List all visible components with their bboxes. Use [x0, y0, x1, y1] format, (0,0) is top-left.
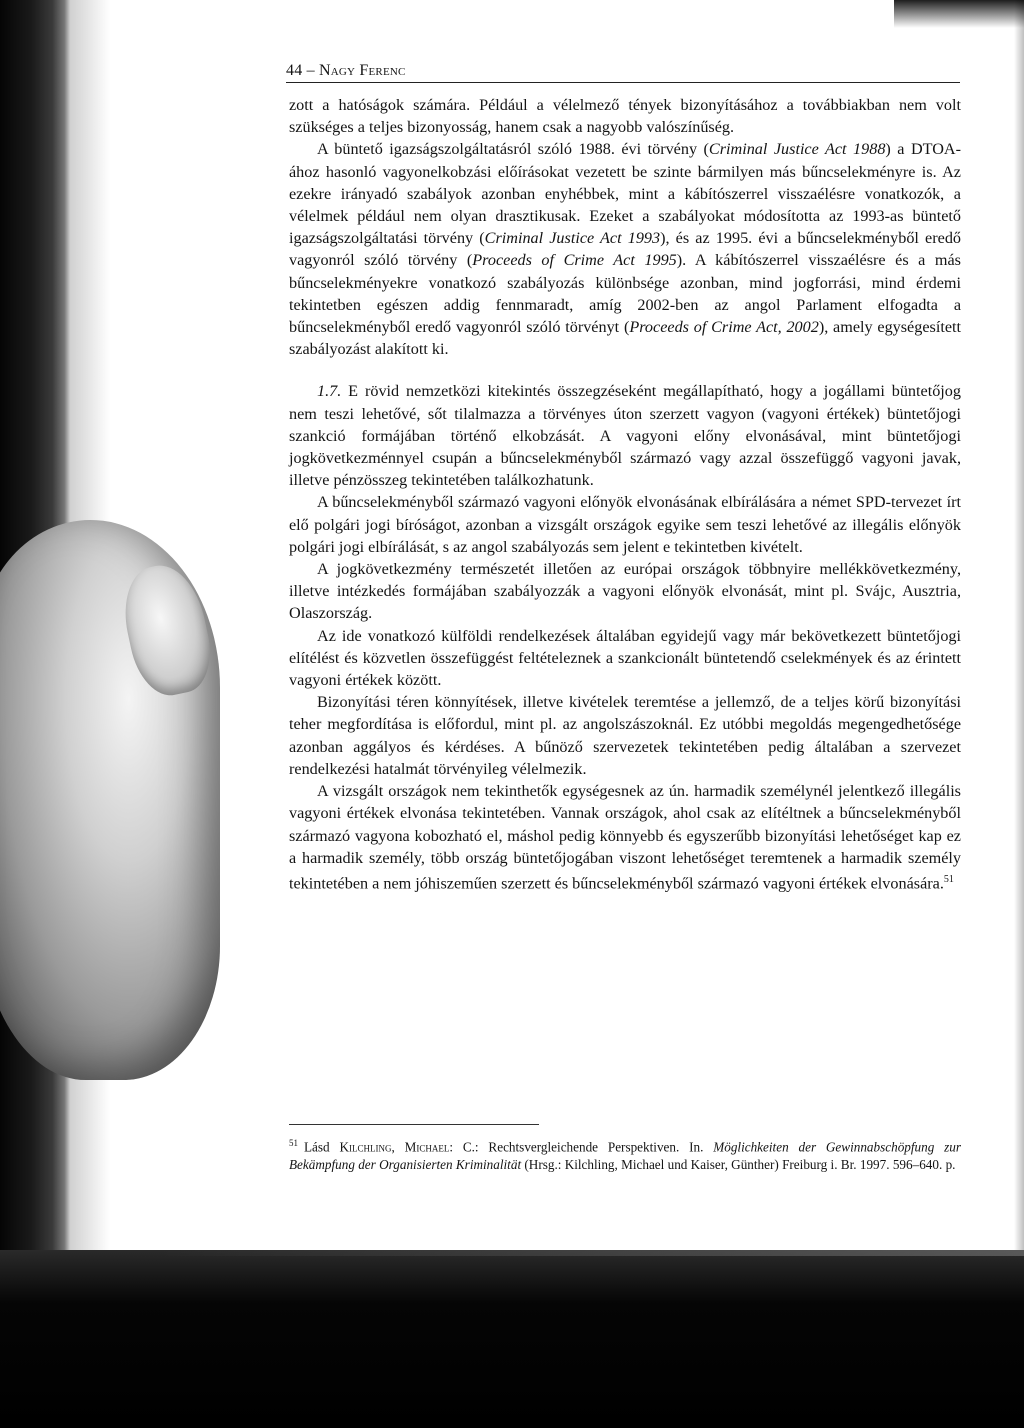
text-run: A büntető igazságszolgáltatásról szóló 1988. évi törvény (: [317, 140, 709, 159]
footnote-number: 51: [289, 1138, 298, 1148]
text-run: E rövid nemzetközi kitekintés összegzéseként megállapítható, hogy a jogállami büntetőjog nem teszi lehetővé, sőt tilalmazza a törvényes úton szerzett vagyon (vagyoni értékek) büntetőjogi szankció formájában történő elkobzását. A vagyoni előny elvonásával, mint büntetőjogi jogkövetkezménnyel csupán a bűncselekményből származó vagy azzal összefüggő vagyoni javak, illetve pénzösszeg tekintetében találkozhatunk.: [289, 382, 961, 490]
scan-top-shadow: [894, 0, 1024, 28]
text-run: zott a hatóságok számára. Például a vélelmező tények bizonyításához a továbbiakban nem volt szükséges a teljes bizonyosság, hanem csak a nagyobb valószínűség.: [289, 96, 961, 137]
italic-text: Criminal Justice Act 1988: [708, 140, 886, 159]
italic-text: Criminal Justice Act 1993: [484, 229, 661, 248]
text-run: ) a DTOA-ához hasonló vagyonelkobzási előírásokat vezetett be szinte bármilyen más bűncselekményre is. Az ezekre irányadó szabályok azonban enyhébbek, mint a kábítószerrel visszaélésre vonatkozók, a vélelmek például nem olyan drasztikusak. Ezeket a szabályokat módosította az 1993-as büntető igazságszolgáltatási törvény (: [289, 140, 962, 248]
text-run: A jogkövetkezmény természetét illetően az európai országok többnyire mellékkövetkezmény, illetve intézkedés formájában szabályozzák a vagyoni előnyök elvonását, mint pl. Svájc, Ausztria, Olaszország.: [289, 560, 961, 623]
italic-text: 1.7.: [317, 382, 342, 401]
paragraph: [289, 691, 961, 780]
paragraph: [289, 625, 961, 692]
paragraph: [289, 138, 961, 360]
paragraph: [289, 94, 961, 138]
text-run: ). A kábítószerrel visszaélésre és a más bűncselekményekre vonatkozó szabályozás különbsége azonban, mind jogforrási, mind érdemi tekintetben egészen addig fennmaradt, amíg 2002-ben az angol Parlament elfogadta a bűncselekményből eredő vagyonról szóló törvényt (: [289, 251, 961, 337]
italic-text: Proceeds of Crime Act 1995: [472, 251, 677, 270]
text-run: A bűncselekményből származó vagyoni előnyök elvonásának elbírálására a német SPD-tervezet írt elő polgári jogi bíróságot, azonban a vizsgált országok egyike sem teszi lehetővé az illegális előnyök polgári jogi elbírálását, s az angol szabályozás sem jelent e tekintetben kivételt.: [289, 493, 961, 556]
footnote-work: Möglichkeiten der Gewinnabschöpfung zur Bekämpfung der Organisierten Kriminalität: [289, 1139, 962, 1173]
footnote-rule: [289, 1124, 539, 1125]
footnote-after-author: : C.: Rechtsvergleichende Perspektiven. In.: [449, 1139, 714, 1155]
scan-bottom-band: [0, 1250, 1024, 1428]
paragraph: [289, 380, 961, 491]
page-number: 44: [286, 62, 303, 79]
running-header: [286, 62, 960, 83]
footnote-author: Kilchling, Michael: [339, 1139, 450, 1155]
header-separator: –: [302, 62, 320, 79]
scan-right-edge: [1014, 0, 1024, 1250]
footnote: [289, 1134, 961, 1174]
paragraph: [289, 780, 961, 894]
footnote-rest: (Hrsg.: Kilchling, Michael und Kaiser, Günther) Freiburg i. Br. 1997. 596–640. p.: [521, 1157, 956, 1173]
body-text: [289, 94, 961, 895]
text-run: ), amely egységesített szabályozást alakított ki.: [289, 318, 961, 359]
italic-text: Proceeds of Crime Act, 2002: [629, 318, 819, 337]
footnote-reference: 51: [943, 873, 954, 885]
header-author: Nagy Ferenc: [319, 62, 406, 79]
text-run: Az ide vonatkozó külföldi rendelkezések általában egyidejű vagy már bekövetkezett büntetőjogi elítélést és közvetlen összefüggést feltételeznek a szankcionált büntetendő cselekmények és az érintett vagyoni értékek között.: [289, 626, 961, 690]
text-run: A vizsgált országok nem tekinthetők egységesnek az ún. harmadik személynél jelentkező illegális vagyoni értékek elvonása tekintetében. Vannak országok, ahol csak az elítéltnek a bűncselekményből származó vagyona kobozható el, máshol pedig könnyebb és egyszerűbb bizonyítási lehetőséget kap ez a harmadik személy, több ország büntetőjogában viszont lehetőséget teremtenek a harmadik személy tekintetében a nem jóhiszeműen szerzett és bűncselekményből származó vagyoni értékek elvonására.: [289, 782, 961, 893]
paragraph: [289, 491, 961, 558]
paragraph: [289, 558, 961, 625]
footnote-lead: Lásd: [304, 1139, 340, 1155]
text-run: Bizonyítási téren könnyítések, illetve kivételek teremtése a jellemző, de a teljes körű bizonyítási teher megfordítása is előfordul, mint pl. az angolszászoknál. Ez utóbbi megoldás megengedhetősége azonban aggályos és kérdéses. A bűnöző szervezetek tekintetében pedig általában a szervezet rendelkezési hatalmát törvényileg vélelmezik.: [289, 693, 961, 778]
text-run: ), és az 1995. évi a bűncselekményből eredő vagyonról szóló törvény (: [289, 229, 962, 270]
